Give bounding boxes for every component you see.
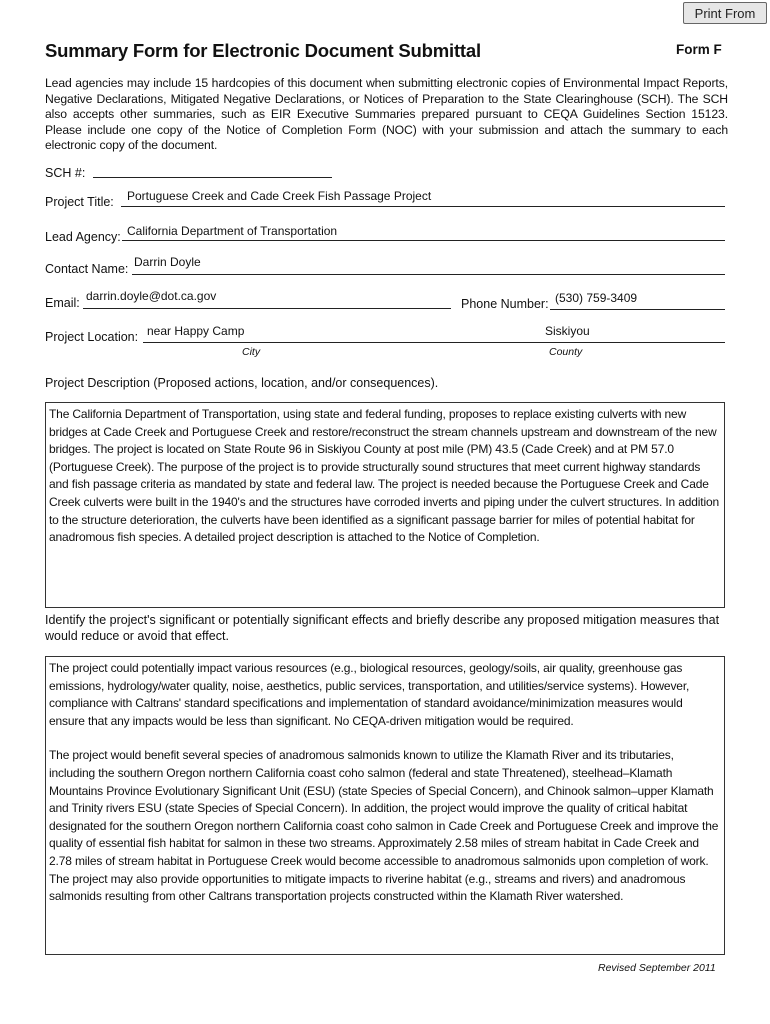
page-title: Summary Form for Electronic Document Submittal: [45, 40, 481, 61]
phone-label: Phone Number:: [461, 297, 549, 311]
print-form-button[interactable]: Print From: [683, 2, 767, 24]
county-caption: County: [549, 346, 583, 358]
email-input[interactable]: darrin.doyle@dot.ca.gov: [86, 289, 217, 303]
phone-input[interactable]: (530) 759-3409: [555, 291, 638, 305]
phone-line: [550, 309, 725, 310]
project-location-label: Project Location:: [45, 330, 139, 344]
city-caption: City: [242, 346, 261, 358]
contact-name-input[interactable]: Darrin Doyle: [134, 255, 201, 269]
email-line: [83, 308, 451, 309]
lead-agency-label: Lead Agency:: [45, 230, 121, 244]
significant-effects-prompt: Identify the project's significant or potentially significant effects and briefly describe any proposed mitigation measures that would reduce or avoid that effect.: [45, 613, 720, 643]
lead-agency-line: [122, 240, 725, 241]
project-title-label: Project Title:: [45, 195, 114, 209]
project-description-text: The California Department of Transportation, using state and federal funding, proposes to replace existing culverts with new bridges at Cade Creek and Portuguese Creek and restore/reconstruct the stream channels upstream and downstream of the new bridges. The project is located on State Route 96 in Siskiyou County at post mile (PM) 43.5 (Cade Creek) and at PM 57.0 (Portuguese Creek). The purpose of the project is to provide structurally sound structures that meet current highway standards and fish passage criteria as mandated by state and federal law. The project is needed because the Portuguese Creek and Cade Creek culverts were built in the 1940's and the structures have corroded inverts and piping under the culvert structures. In addition to the structure deterioration, the culverts have been identified as a significant passage barrier for miles of potential habitat for anadromous fish species. A detailed project description is attached to the Notice of Completion.: [49, 407, 720, 545]
project-description-prompt: Project Description (Proposed actions, location, and/or consequences).: [45, 376, 439, 390]
project-title-input[interactable]: Portuguese Creek and Cade Creek Fish Passage Project: [127, 189, 432, 203]
county-input[interactable]: Siskiyou: [545, 324, 590, 338]
contact-name-label: Contact Name:: [45, 262, 129, 276]
revision-date: Revised September 2011: [598, 962, 716, 974]
significant-effects-textarea[interactable]: [45, 656, 725, 955]
form-identifier: Form F: [676, 42, 722, 57]
intro-instructions: Lead agencies may include 15 hardcopies of this document when submitting electronic copies of Environmental Impact Reports, Negative Declarations, Mitigated Negative Declarations, or Notices of Preparation to the State Clearinghouse (SCH). The SCH also accepts other summaries, such as EIR Executive Summaries prepared pursuant to CEQA Guidelines Section 15123. Please include one copy of the Notice of Completion Form (NOC) with your submission and attach the summary to each electronic copy of the document.: [45, 76, 728, 152]
lead-agency-input[interactable]: California Department of Transportation: [127, 224, 338, 238]
email-label: Email:: [45, 296, 80, 310]
contact-name-line: [132, 274, 725, 275]
project-description-textarea[interactable]: [45, 402, 725, 608]
effects-paragraph-1: The project could potentially impact various resources (e.g., biological resources, geology/soils, air quality, greenhouse gas emissions, hydrology/water quality, noise, aesthetics, public services, transportation, and utilities/service systems). However, compliance with Caltrans' standard specifications and implementation of standard avoidance/minimization measures would ensure that any impacts would be less than significant. No CEQA-driven mitigation would be required.: [49, 661, 690, 728]
project-location-line: [143, 342, 725, 343]
sch-input-line[interactable]: [93, 177, 332, 178]
project-title-line: [121, 206, 725, 207]
sch-label: SCH #:: [45, 166, 86, 180]
effects-paragraph-2: The project would benefit several species of anadromous salmonids known to utilize the Klamath River and its tributaries, including the southern Oregon northern California coast coho salmon (federal and state Threatened), steelhead–Klamath Mountains Province Evolutionary Significant Unit (ESU) (state Species of Special Concern), and Chinook salmon–upper Klamath and Trinity rivers ESU (state Species of Special Concern). In addition, the project would improve the quality of critical habitat designated for the southern Oregon northern California coast coho salmon in Cade Creek and Portuguese Creek and improve the quality of essential fish habitat for salmon in these two streams. Approximately 2.58 miles of stream habitat in Cade Creek and 2.78 miles of stream habitat in Portuguese Creek would become accessible to anadromous salmonids upon completion of work. The project may also provide opportunities to mitigate impacts to riverine habitat (e.g., streams and rivers) and anadromous salmonids resulting from other Caltrans transportation projects constructed within the Klamath River watershed.: [49, 748, 719, 904]
city-input[interactable]: near Happy Camp: [147, 324, 245, 338]
